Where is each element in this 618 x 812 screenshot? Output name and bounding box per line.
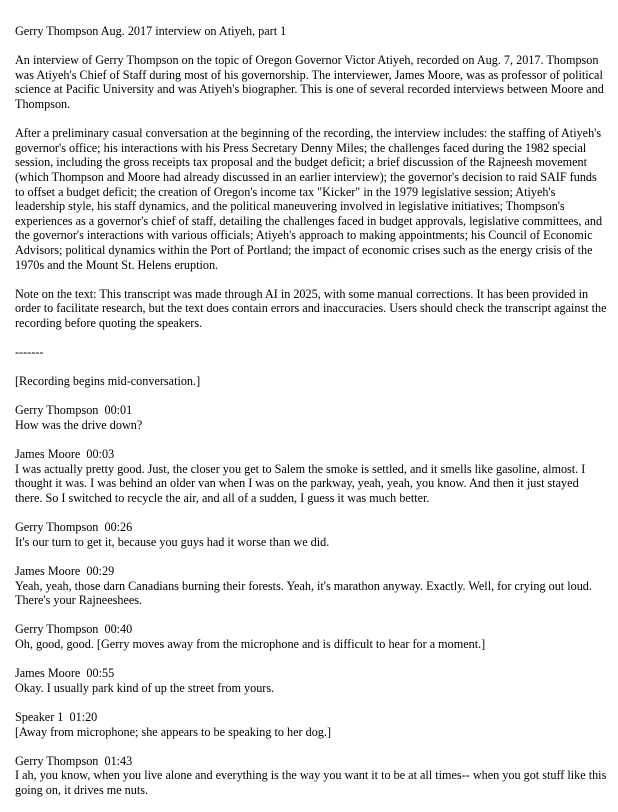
summary-paragraph: After a preliminary casual conversation at the beginning of the recording, the interview includes: the staffing of Atiyeh's governor's office; his interactions with his Press Secretary Denny Miles; the challenges faced during the 1982 special session, including the gross receipts tax proposal and the budget deficit; a brief discussion of the Rajneesh movement (which Thompson and Moore had already discussed in an earlier interview); the governor's decision to raid SAIF funds to offset a budget deficit; the creation of Oregon's income tax "Kicker" in the 1979 legislative session; Atiyeh's leadership style, his staff dynamics, and the political maneuvering involved in legislative initiatives; Thompson's experiences as a governor's chief of staff, detailing the challenges faced in budget approvals, legislative committees, and the governor's interactions with various officials; Atiyeh's approach to making appointments; his Council of Economic Advisors; political dynamics within the Port of Portland; the impact of economic crises such as the energy crisis of the 1970s and the Mount St. Helens eruption. [15, 126, 603, 272]
speaker-name: Gerry Thompson [15, 520, 99, 535]
utterance-text: I was actually pretty good. Just, the closer you get to Salem the smoke is settled, and it smells like gasoline, almost. I thought it was. I was behind an older van when I was on the parkway, yeah, yeah, you know. And then it just stayed there. So I switched to recycle the air, and all of a sudden, I guess it was much better. [15, 461, 586, 505]
transcript-entry [15, 666, 607, 695]
speaker-line [15, 666, 607, 681]
timestamp: 00:01 [104, 403, 133, 418]
transcript-entry [15, 403, 607, 432]
transcript-entry [15, 622, 607, 651]
recording-note: [Recording begins mid-conversation.] [15, 374, 201, 389]
utterance-text: How was the drive down? [15, 418, 143, 433]
transcript-entry [15, 564, 607, 608]
utterance-text: Okay. I usually park kind of up the street from yours. [15, 680, 275, 695]
transcript-entry [15, 520, 607, 549]
speaker-line [15, 622, 607, 637]
timestamp: 01:20 [69, 709, 98, 724]
speaker-name: James Moore [15, 563, 81, 578]
utterance-text: I ah, you know, when you live alone and everything is the way you want it to be at all times-- when you got stuff like this going on, it drives me nuts. [15, 768, 607, 797]
timestamp: 00:03 [86, 447, 115, 462]
speaker-line [15, 754, 607, 769]
speaker-name: Speaker 1 [15, 709, 64, 724]
timestamp: 00:40 [104, 622, 133, 637]
utterance-text: Oh, good, good. [Gerry moves away from the microphone and is difficult to hear for a moment.] [15, 636, 486, 651]
speaker-line [15, 710, 607, 725]
utterance-text: [Away from microphone; she appears to be speaking to her dog.] [15, 724, 331, 739]
intro-paragraph: An interview of Gerry Thompson on the topic of Oregon Governor Victor Atiyeh, recorded on Aug. 7, 2017. Thompson was Atiyeh's Chief of Staff during most of his governorship. The interviewer, James Moore, was as professor of political science at Pacific University and was Atiyeh's biographer. This is one of several recorded interviews between Moore and Thompson. [15, 53, 604, 111]
transcript-entry [15, 447, 607, 505]
document-title: Gerry Thompson Aug. 2017 interview on Atiyeh, part 1 [15, 24, 287, 38]
transcript-entry [15, 710, 607, 739]
transcript-note-paragraph: Note on the text: This transcript was made through AI in 2025, with some manual corrections. It has been provided in order to facilitate research, but the text does contain errors and inaccuracies. Users should check the transcript against the recording before quoting the speakers. [15, 286, 607, 330]
transcript-page [15, 24, 607, 812]
timestamp: 00:55 [86, 666, 115, 681]
utterance-text: It's our turn to get it, because you guys had it worse than we did. [15, 534, 330, 549]
speaker-line [15, 520, 607, 535]
utterance-text: Yeah, yeah, those darn Canadians burning their forests. Yeah, it's marathon anyway. Exactly. Well, for crying out loud. There's your Rajneeshees. [15, 578, 592, 608]
timestamp: 00:29 [86, 563, 115, 578]
transcript-entry [15, 754, 607, 798]
section-divider: ------- [15, 345, 44, 360]
timestamp: 01:43 [104, 753, 133, 768]
speaker-name: Gerry Thompson [15, 753, 99, 768]
speaker-name: Gerry Thompson [15, 403, 99, 418]
speaker-line [15, 447, 607, 462]
speaker-line [15, 403, 607, 418]
timestamp: 00:26 [104, 520, 133, 535]
speaker-name: James Moore [15, 447, 81, 462]
speaker-line [15, 564, 607, 579]
speaker-name: James Moore [15, 666, 81, 681]
speaker-name: Gerry Thompson [15, 622, 99, 637]
